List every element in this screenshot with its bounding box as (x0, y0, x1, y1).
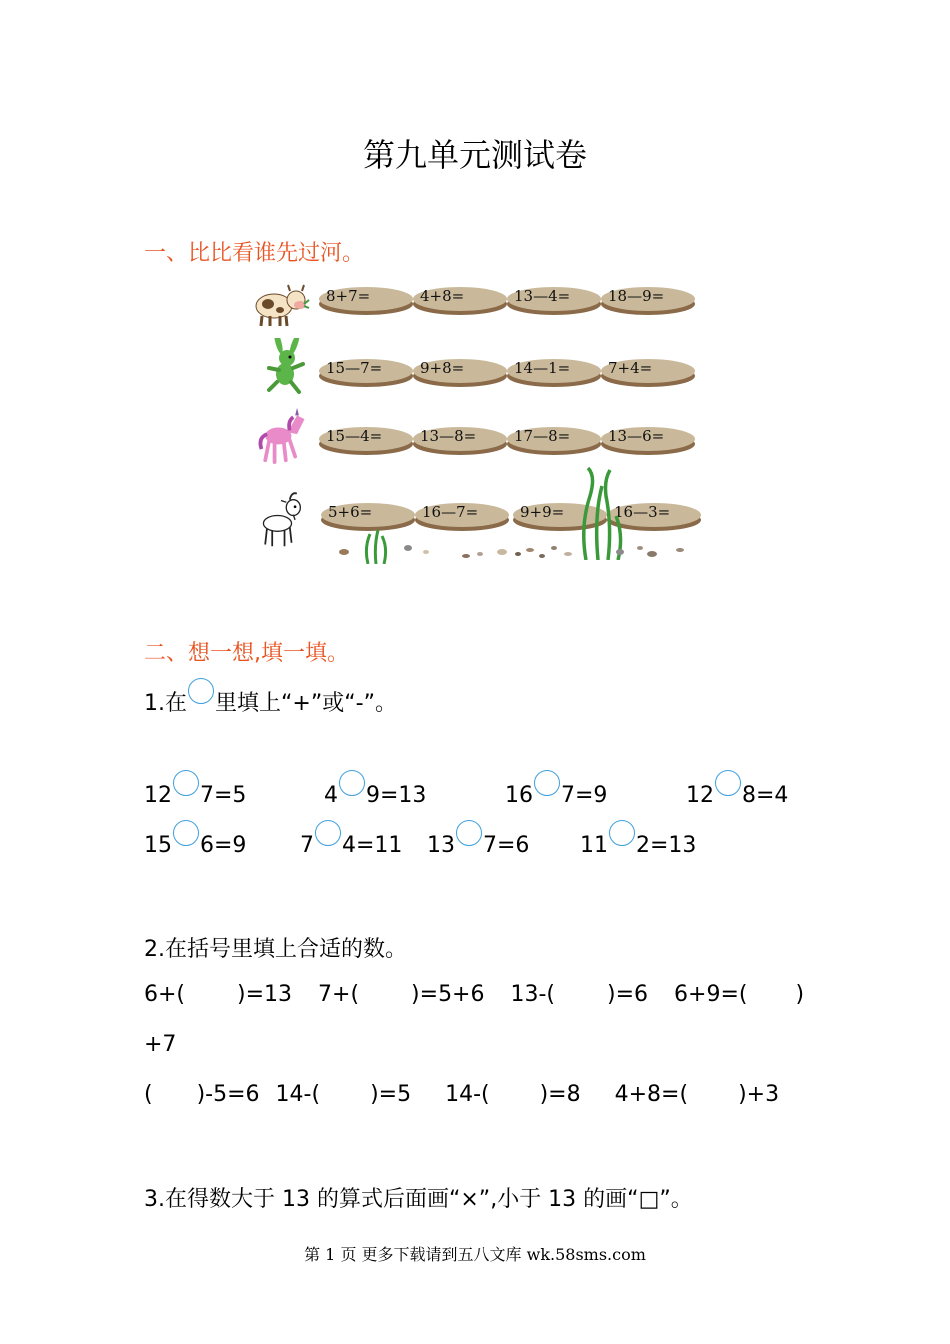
stone-expression: 15—4= (326, 427, 383, 445)
q1-prefix: 1.在 (144, 691, 187, 716)
horse-icon (254, 406, 312, 464)
eq-right: 4=11 (342, 833, 403, 858)
page-title: 第九单元测试卷 (362, 136, 587, 174)
eq-left: 15 (144, 833, 172, 858)
stepping-stone (412, 356, 508, 388)
eq-left: 12 (144, 783, 172, 808)
q2-text: 13-( (510, 982, 556, 1007)
q2-text: ( (144, 1082, 153, 1107)
q1-equation (324, 778, 426, 808)
q1-equation (300, 828, 402, 858)
stone-expression: 9+8= (420, 359, 465, 377)
eq-left: 16 (505, 783, 533, 808)
stone-expression: 18—9= (608, 287, 665, 305)
stepping-stone (506, 356, 602, 388)
q2-text: )=5+6 (411, 982, 485, 1007)
cow-icon (252, 274, 310, 332)
eq-left: 13 (427, 833, 455, 858)
stone-expression: 15—7= (326, 359, 383, 377)
page-footer: 第 1 页 更多下载请到五八文库 wk.58sms.com (304, 1245, 646, 1264)
stepping-stone (506, 284, 602, 316)
eq-right: 7=9 (561, 783, 608, 808)
q2-line3 (144, 1082, 779, 1107)
operator-circle-input[interactable] (715, 770, 741, 796)
eq-right: 7=6 (483, 833, 530, 858)
q2-text: 6+( (144, 982, 186, 1007)
q1-prompt (144, 686, 397, 717)
stone-expression: 13—4= (514, 287, 571, 305)
stepping-stone (318, 284, 414, 316)
circle-blank-icon (188, 678, 214, 704)
stone-expression: 16—7= (422, 503, 479, 521)
goat-icon (252, 490, 310, 548)
section1-heading: 一、比比看谁先过河。 (144, 241, 365, 266)
operator-circle-input[interactable] (315, 820, 341, 846)
stepping-stone (414, 500, 510, 532)
stepping-stone (600, 356, 696, 388)
eq-left: 7 (300, 833, 314, 858)
q2-text: 4+8=( (614, 1082, 689, 1107)
stone-expression: 13—8= (420, 427, 477, 445)
stepping-stone (506, 424, 602, 456)
q1-equation (505, 778, 607, 808)
q2-text: )+3 (738, 1082, 780, 1107)
q2-text: 6+9=( (674, 982, 748, 1007)
stone-expression: 16—3= (614, 503, 671, 521)
q1-equation (686, 778, 788, 808)
river-crossing-illustration (250, 270, 710, 570)
stone-expression: 9+9= (520, 503, 565, 521)
stone-expression: 4+8= (420, 287, 465, 305)
pebbles-icon (330, 540, 710, 564)
q1-suffix: 里填上“+”或“-”。 (215, 691, 397, 716)
stone-expression: 7+4= (608, 359, 653, 377)
q2-text: )=5 (370, 1082, 412, 1107)
q2-text: )=13 (237, 982, 293, 1007)
stone-expression: 8+7= (326, 287, 371, 305)
stone-expression: 13—6= (608, 427, 665, 445)
eq-right: 2=13 (636, 833, 697, 858)
stepping-stone (318, 424, 414, 456)
stepping-stone (412, 284, 508, 316)
q2-text: ) (795, 982, 805, 1007)
q2-text: )=8 (539, 1082, 581, 1107)
eq-right: 6=9 (200, 833, 247, 858)
eq-right: 7=5 (200, 783, 247, 808)
eq-right: 9=13 (366, 783, 427, 808)
q2-text: 7+( (318, 982, 360, 1007)
q2-prompt: 2.在括号里填上合适的数。 (144, 937, 407, 962)
q2-text: )=6 (607, 982, 649, 1007)
eq-left: 11 (580, 833, 608, 858)
rabbit-icon (258, 338, 316, 396)
operator-circle-input[interactable] (173, 770, 199, 796)
stone-expression: 14—1= (514, 359, 571, 377)
operator-circle-input[interactable] (534, 770, 560, 796)
operator-circle-input[interactable] (173, 820, 199, 846)
q3-prompt: 3.在得数大于 13 的算式后面画“×”,小于 13 的画“□”。 (144, 1187, 693, 1212)
q1-equation (580, 828, 696, 858)
q1-equation (427, 828, 529, 858)
stone-expression: 17—8= (514, 427, 571, 445)
operator-circle-input[interactable] (456, 820, 482, 846)
q2-text: 14-( (275, 1082, 321, 1107)
stepping-stone (600, 424, 696, 456)
operator-circle-input[interactable] (609, 820, 635, 846)
q2-text: )-5=6 (196, 1082, 260, 1107)
stepping-stone (412, 424, 508, 456)
stepping-stone (318, 356, 414, 388)
q1-equation (144, 778, 246, 808)
section2-heading: 二、想一想,填一填。 (144, 641, 349, 666)
stepping-stone (600, 284, 696, 316)
q2-text: 14-( (445, 1082, 490, 1107)
operator-circle-input[interactable] (339, 770, 365, 796)
eq-left: 12 (686, 783, 714, 808)
eq-left: 4 (324, 783, 338, 808)
stone-expression: 5+6= (328, 503, 373, 521)
eq-right: 8=4 (742, 783, 789, 808)
q2-line2: +7 (144, 1032, 177, 1057)
q1-equation (144, 828, 246, 858)
q2-line1 (144, 982, 804, 1007)
